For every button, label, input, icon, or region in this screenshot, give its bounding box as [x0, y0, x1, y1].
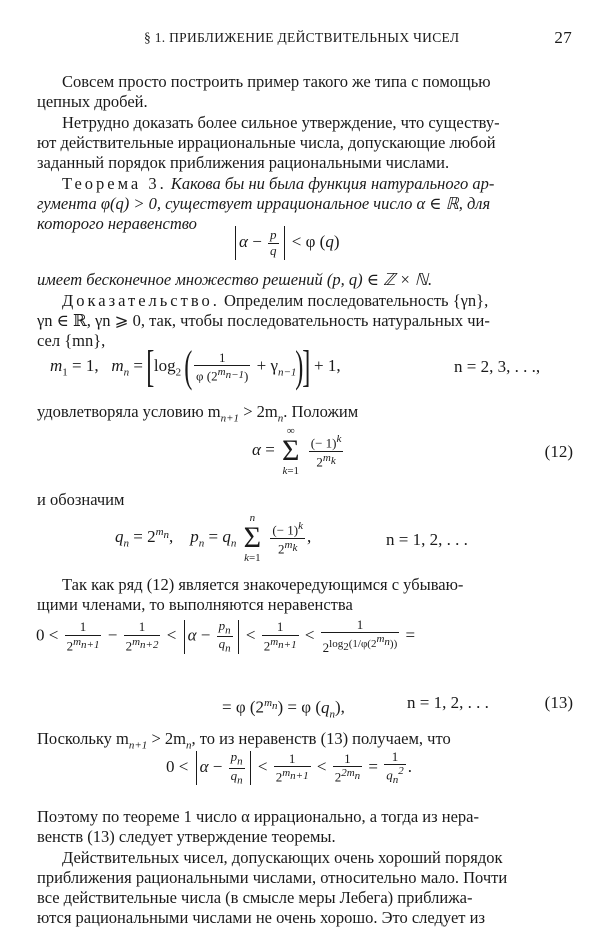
equation-number: (12) [544, 442, 573, 461]
theorem-line: имеет бесконечное множество решений (p, q) ∈ ℤ × ℕ. [37, 270, 433, 289]
recurrence-formula: $m_1 = 1$, $m_n = [\log_2$ ( $\frac{1}{\varphi (2^{m_{n-1}})}$ + $\gamma_{n-1})] + 1$, [50, 342, 341, 391]
paragraph-line: приближения рациональными числами, относительно мало. Почти [37, 868, 508, 887]
proof-text: Определим последовательность {γn}, [224, 291, 489, 310]
final-inequality-formula: 0 < α − $\frac{p_n}{q_n}$ < $\frac{1}{2^{m_{n+1}}}$ < $\frac{1}{2^{2m_n}}$ = $\frac{1}{q_n^2}$ . [166, 749, 412, 787]
alpha-series-formula: α = ∞ Σ k=1 $\frac{(- 1)^k}{2^{m_k}}$ [252, 425, 342, 477]
paragraph-line: щими членами, то выполняются неравенства [37, 595, 353, 614]
paragraph-line: ют действительные иррациональные числа, допускающие любой [37, 133, 496, 152]
theorem-text: Какова бы ни была функция натурального ар- [170, 174, 495, 193]
paragraph-line: и обозначим [37, 490, 125, 509]
proof-line [62, 291, 573, 311]
proof-line: γn ∈ ℝ, γn ⩾ 0, так, чтобы последовательность натуральных чи- [37, 311, 490, 330]
condition-line: удовлетворяла условию $m_{n+1} > 2m_n$. Положим [37, 402, 359, 425]
paragraph-line: венств (13) следует утверждение теоремы. [37, 827, 336, 846]
theorem-line [62, 174, 573, 194]
index-range: n = 1, 2, . . . [386, 530, 468, 549]
page-number: 27 [554, 28, 572, 47]
paragraph-line: Поэтому по теореме 1 число α иррационально, а тогда из нера- [37, 807, 479, 826]
since-line: Поскольку $m_{n+1} > 2m_n$, то из неравенств (13) получаем, что [37, 729, 451, 752]
paragraph-line: Действительных чисел, допускающих очень хороший порядок [62, 848, 503, 867]
proof-line: сел {mn}, [37, 331, 106, 350]
paragraph-line: Нетрудно доказать более сильное утверждение, что существу- [62, 113, 500, 132]
paragraph-line: все действительные числа (в смысле меры Лебега) приближа- [37, 888, 473, 907]
index-range: n = 2, 3, . . ., [454, 357, 541, 376]
qn-pn-formula: $q_n = 2^{m_n}$, $p_n = q_n$ n Σ k=1 $\frac{(- 1)^k}{2^{m_k}}$ , [115, 512, 312, 564]
phi-equality-formula: = φ $(2^{m_n}) = \varphi$ $(q_n)$, [222, 697, 345, 721]
inequality-formula: α − $\frac{p}{q}$ < φ (q) [232, 226, 340, 266]
theorem-label: Теорема 3. [62, 174, 167, 193]
theorem-line: гумента φ(q) > 0, существует иррациональное число α ∈ ℝ, для [37, 194, 491, 213]
index-range: n = 1, 2, . . . [407, 693, 489, 712]
bound-inequality-formula: 0 < $\frac{1}{2^{m_{n+1}}}$ − $\frac{1}{2^{m_{n+2}}}$ < α − $\frac{p_n}{q_n}$ < $\frac{1}{2^{m_{n+1}}}$ < $\frac{1}{2^{log_2(1/\varphi(2^{m_n}))}}$ = [36, 617, 416, 656]
paragraph-line: цепных дробей. [37, 92, 148, 111]
equation-number: (13) [544, 693, 573, 712]
paragraph-line: ются рациональными числами не очень хорошо. Это следует из [37, 908, 485, 927]
paragraph-line: Совсем просто построить пример такого же типа с помощью [62, 72, 491, 91]
paragraph-line: Так как ряд (12) является знакочередующимся с убываю- [62, 575, 464, 594]
paragraph-line: заданный порядок приближения рациональными числами. [37, 153, 450, 172]
running-header [144, 30, 572, 50]
theorem-line: которого неравенство [37, 214, 197, 233]
proof-label: Доказательство. [62, 291, 220, 310]
section-title: § 1. ПРИБЛИЖЕНИЕ ДЕЙСТВИТЕЛЬНЫХ ЧИСЕЛ [144, 30, 460, 45]
